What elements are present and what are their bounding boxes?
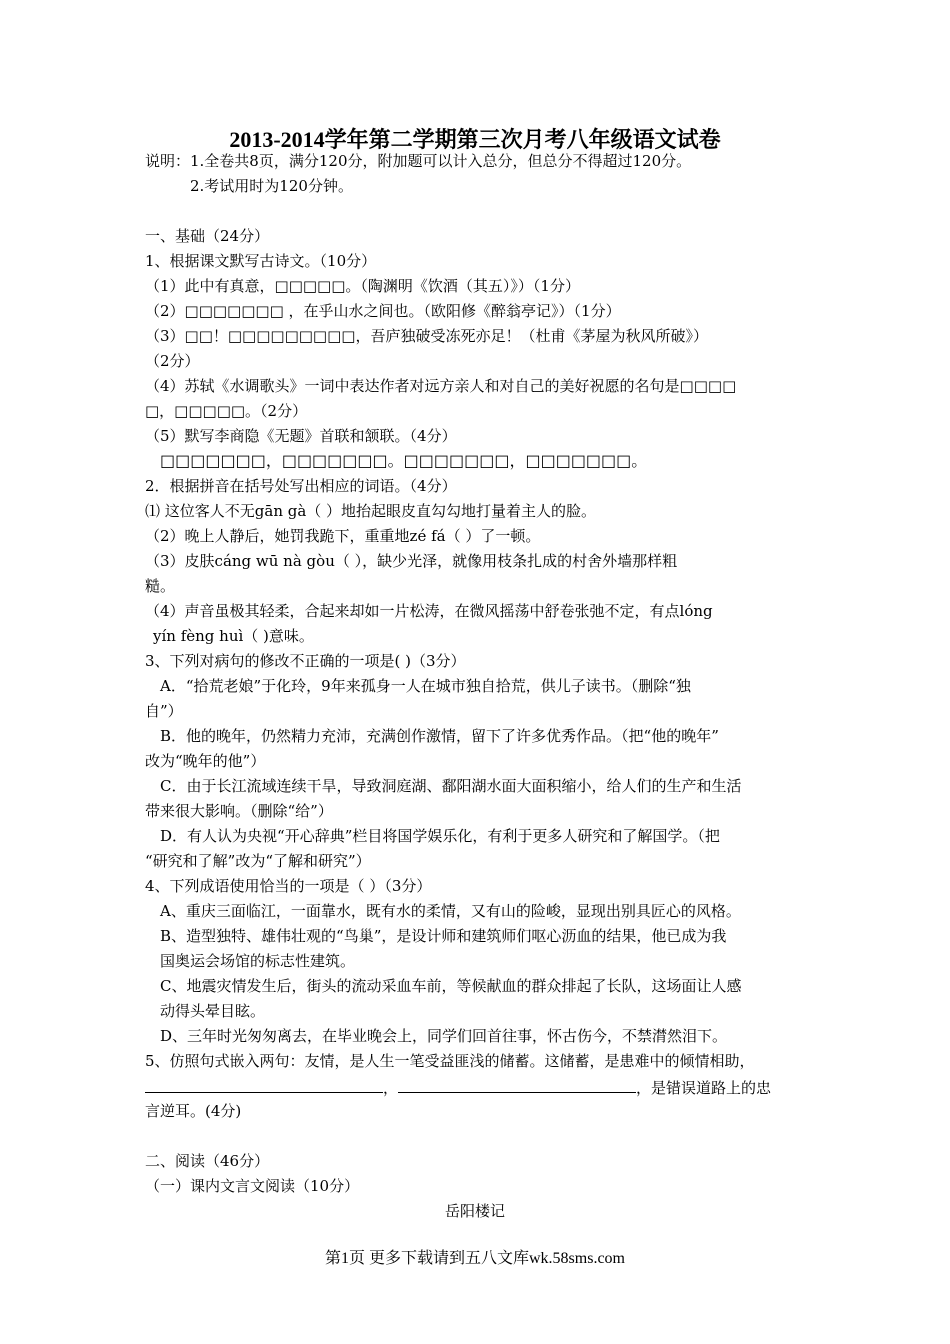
q1-item: （2分） bbox=[145, 352, 200, 370]
section-2-subheading: （一）课内文言文阅读（10分） bbox=[145, 1177, 360, 1195]
q3-option: B．他的晚年，仍然精力充沛，充满创作激情，留下了许多优秀作品。（把“他的晚年” bbox=[160, 727, 719, 745]
q3-option: “研究和了解”改为“了解和研究”） bbox=[145, 852, 371, 870]
q2-item: yín fèng huì（ )意味。 bbox=[153, 627, 314, 645]
section-2-heading: 二、阅读（46分） bbox=[145, 1152, 270, 1170]
q1-item: （2）□□□□□□□ ，在乎山水之间也。（欧阳修《醉翁亭记》）（1分） bbox=[145, 302, 621, 320]
q1-item: （4）苏轼《水调歌头》一词中表达作者对远方亲人和对自己的美好祝愿的名句是□□□□ bbox=[145, 377, 737, 395]
section-1-heading: 一、基础（24分） bbox=[145, 227, 270, 245]
question-2-stem: 2．根据拼音在括号处写出相应的词语。（4分） bbox=[145, 477, 457, 495]
q3-option: A．“拾荒老娘”于化玲，9年来孤身一人在城市独自拾荒，供儿子读书。（删除“独 bbox=[160, 677, 691, 695]
q4-option: B、造型独特、雄伟壮观的“鸟巢”，是设计师和建筑师们呕心沥血的结果，他已成为我 bbox=[160, 927, 727, 945]
q4-option: D、三年时光匆匆离去，在毕业晚会上，同学们回首往事，怀古伤今，不禁潸然泪下。 bbox=[160, 1027, 728, 1045]
q3-option: C．由于长江流域连续干旱，导致洞庭湖、鄱阳湖水面大面积缩小，给人们的生产和生活 bbox=[160, 777, 742, 795]
q2-item: 糙。 bbox=[145, 577, 176, 595]
q4-option: 国奥运会场馆的标志性建筑。 bbox=[160, 952, 356, 970]
q2-item: （4）声音虽极其轻柔，合起来却如一片松涛，在微风摇荡中舒卷张弛不定，有点lóng bbox=[145, 602, 713, 620]
q5-tail: ，是错误道路上的忠 bbox=[636, 1079, 772, 1097]
q1-item: （1）此中有真意，□□□□□。（陶渊明《饮酒（其五）》）（1分） bbox=[145, 277, 580, 295]
passage-title: 岳阳楼记 bbox=[444, 1202, 505, 1220]
q4-option: A、重庆三面临江，一面靠水，既有水的柔情，又有山的险峻，显现出别具匠心的风格。 bbox=[160, 902, 741, 920]
q1-item: □□□□□□□，□□□□□□□。□□□□□□□，□□□□□□□。 bbox=[160, 451, 648, 470]
q3-option: D．有人认为央视“开心辞典”栏目将国学娱乐化，有利于更多人研究和了解国学。（把 bbox=[160, 827, 720, 845]
page-footer: 第1页 更多下载请到五八文库wk.58sms.com bbox=[324, 1250, 625, 1267]
exam-title: 2013-2014学年第二学期第三次月考八年级语文试卷 bbox=[229, 127, 721, 152]
question-3-stem: 3、下列对病句的修改不正确的一项是( )（3分） bbox=[145, 652, 466, 670]
q2-item: （3）皮肤cáng wū nà gòu（ ），缺少光泽，就像用枝条扎成的村舍外墙那样粗 bbox=[145, 552, 678, 570]
answer-blank-2[interactable] bbox=[398, 1076, 636, 1093]
q5-comma: ， bbox=[383, 1079, 399, 1097]
question-4-stem: 4、下列成语使用恰当的一项是（ ）（3分） bbox=[145, 877, 432, 895]
answer-blank-1[interactable] bbox=[145, 1076, 383, 1093]
question-1-stem: 1、根据课文默写古诗文。（10分） bbox=[145, 252, 377, 270]
q4-option: 动得头晕目眩。 bbox=[160, 1002, 266, 1020]
question-5-stem: 5、仿照句式嵌入两句：友情，是人生一笔受益匪浅的储蓄。这储蓄，是患难中的倾情相助， bbox=[145, 1052, 755, 1070]
q1-item: （3）□□！□□□□□□□□□，吾庐独破受冻死亦足！（杜甫《茅屋为秋风所破》） bbox=[145, 327, 708, 345]
q3-option: 带来很大影响。（删除“给”） bbox=[145, 802, 333, 820]
q5-end: 言逆耳。(4分) bbox=[145, 1102, 242, 1120]
q4-option: C、地震灾情发生后，街头的流动采血车前，等候献血的群众排起了长队，这场面让人感 bbox=[160, 977, 742, 995]
instructions-line-1: 说明：1.全卷共8页，满分120分，附加题可以计入总分，但总分不得超过120分。 bbox=[145, 152, 692, 170]
q5-fill-line bbox=[145, 1076, 771, 1098]
q1-item: □，□□□□□。（2分） bbox=[145, 402, 308, 420]
q1-item: （5）默写李商隐《无题》首联和颔联。（4分） bbox=[145, 427, 457, 445]
instructions-line-2: 2.考试用时为120分钟。 bbox=[190, 177, 353, 195]
q2-item: （2）晚上人静后，她罚我跪下，重重地zé fá（ ）了一顿。 bbox=[145, 527, 541, 545]
q3-option: 自”） bbox=[145, 702, 183, 720]
q2-item: ⑴ 这位客人不无gān gà（ ）地抬起眼皮直勾勾地打量着主人的脸。 bbox=[145, 502, 597, 520]
q3-option: 改为“晚年的他”） bbox=[145, 752, 266, 770]
